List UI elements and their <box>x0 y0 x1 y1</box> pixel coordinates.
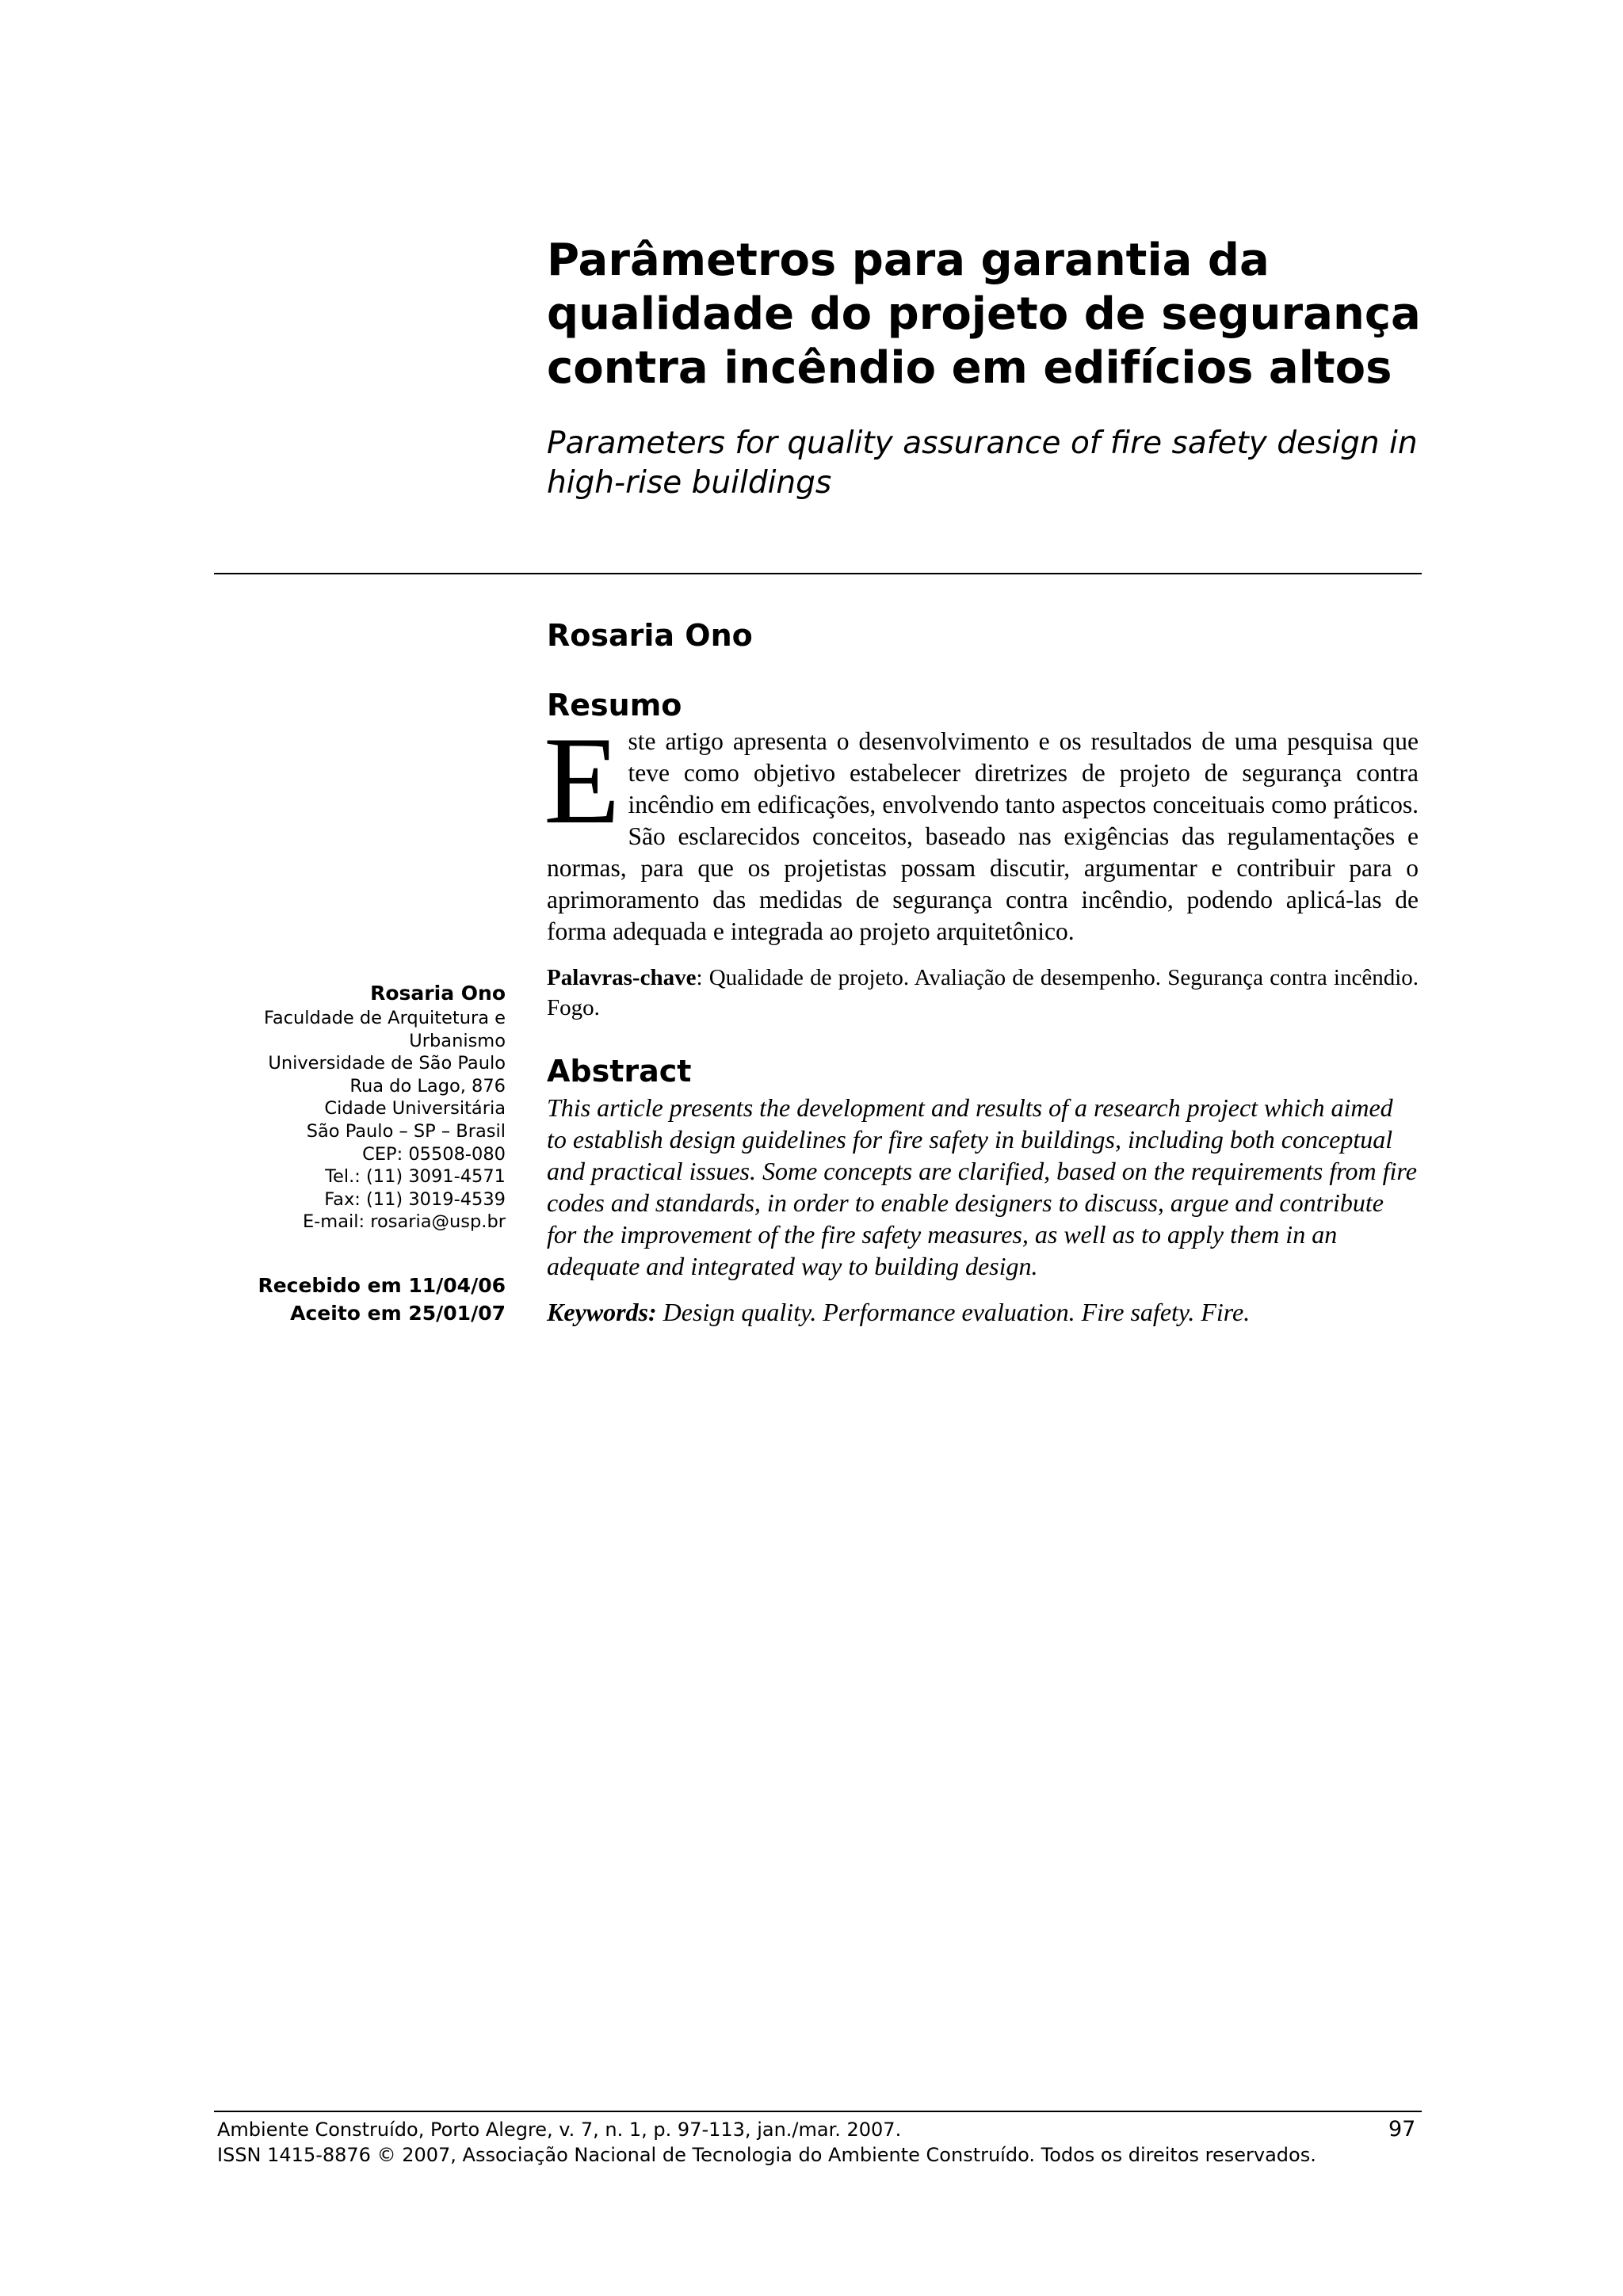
title-line: Parâmetros para garantia da <box>547 235 1270 286</box>
top-divider <box>214 573 1422 574</box>
page-number: 97 <box>1388 2117 1416 2142</box>
accepted-date: Aceito em 25/01/07 <box>290 1302 506 1325</box>
abstract-heading: Abstract <box>547 1054 692 1089</box>
article-title <box>547 234 1426 395</box>
keywords-label: Keywords: <box>547 1298 657 1326</box>
address-line: CEP: 05508-080 <box>362 1143 506 1165</box>
address-line: Urbanismo <box>409 1030 506 1051</box>
sidebar-author-name: Rosaria Ono <box>370 982 506 1005</box>
address-line: Cidade Universitária <box>324 1098 506 1119</box>
palavras-chave-label: Palavras-chave <box>547 965 697 990</box>
title-line: qualidade do projeto de segurança <box>547 288 1421 340</box>
address-line: Rua do Lago, 876 <box>349 1075 506 1097</box>
address-line: São Paulo – SP – Brasil <box>306 1120 506 1142</box>
address-line: Universidade de São Paulo <box>268 1053 506 1074</box>
article-subtitle <box>547 424 1426 503</box>
palavras-chave-text: : Qualidade de projeto. Avaliação de desempenho. Segurança contra incêndio. Fogo. <box>547 965 1419 1020</box>
author-affiliation <box>220 980 506 1234</box>
address-line: Fax: (11) 3019-4539 <box>324 1188 506 1210</box>
resumo-paragraph <box>544 711 1419 948</box>
palavras-chave <box>547 963 1419 1023</box>
footer-journal-line: Ambiente Construído, Porto Alegre, v. 7, n. 1, p. 97-113, jan./mar. 2007. <box>217 2119 902 2141</box>
address-line: Faculdade de Arquitetura e <box>264 1008 506 1028</box>
abstract-paragraph: This article presents the development and results of a research project which aimed to establish design guidelines for fire safety in buildings, including both conceptual and practical issues. Some concepts are clarified, based on the requirements from fire codes and standards, in order to enable designers to discuss, argue and contribute for the improvement of the fire safety measures, as well as to apply them in an adequate and integrated way to building design. <box>547 1093 1417 1280</box>
address-line: Tel.: (11) 3091-4571 <box>325 1166 506 1188</box>
subtitle-line: Parameters for quality assurance of fire safety design in <box>547 425 1418 461</box>
footer-citation <box>217 2117 1316 2168</box>
received-date: Recebido em 11/04/06 <box>258 1274 506 1297</box>
keywords-text: Design quality. Performance evaluation. Fire safety. Fire. <box>656 1298 1251 1326</box>
title-block <box>547 234 1426 503</box>
submission-dates <box>220 1272 506 1327</box>
drop-cap: E <box>544 711 621 850</box>
subtitle-line: high-rise buildings <box>547 465 832 501</box>
resumo-heading: Resumo <box>547 688 682 723</box>
keywords <box>547 1296 1419 1328</box>
resumo-text: ste artigo apresenta o desenvolvimento e os resultados de uma pesquisa que teve como objetivo estabelecer diretrizes de projeto de segurança contra incêndio em edificações, envolvendo tanto aspectos conceituais como práticos. São esclarecidos conceitos, baseado nas exigências das regulamentações e normas, para que os projetistas possam discutir, argumentar e contribuir para o aprimoramento das medidas de segurança contra incêndio, podendo aplicá-las de forma adequada e integrada ao projeto arquitetônico. <box>547 727 1419 945</box>
email-line: E-mail: rosaria@usp.br <box>302 1211 506 1233</box>
footer-divider <box>214 2111 1422 2112</box>
footer-issn-line: ISSN 1415-8876 © 2007, Associação Nacional de Tecnologia do Ambiente Construído. Todos os direitos reservados. <box>217 2144 1316 2166</box>
title-line: contra incêndio em edifícios altos <box>547 342 1392 394</box>
author-name: Rosaria Ono <box>547 618 753 653</box>
